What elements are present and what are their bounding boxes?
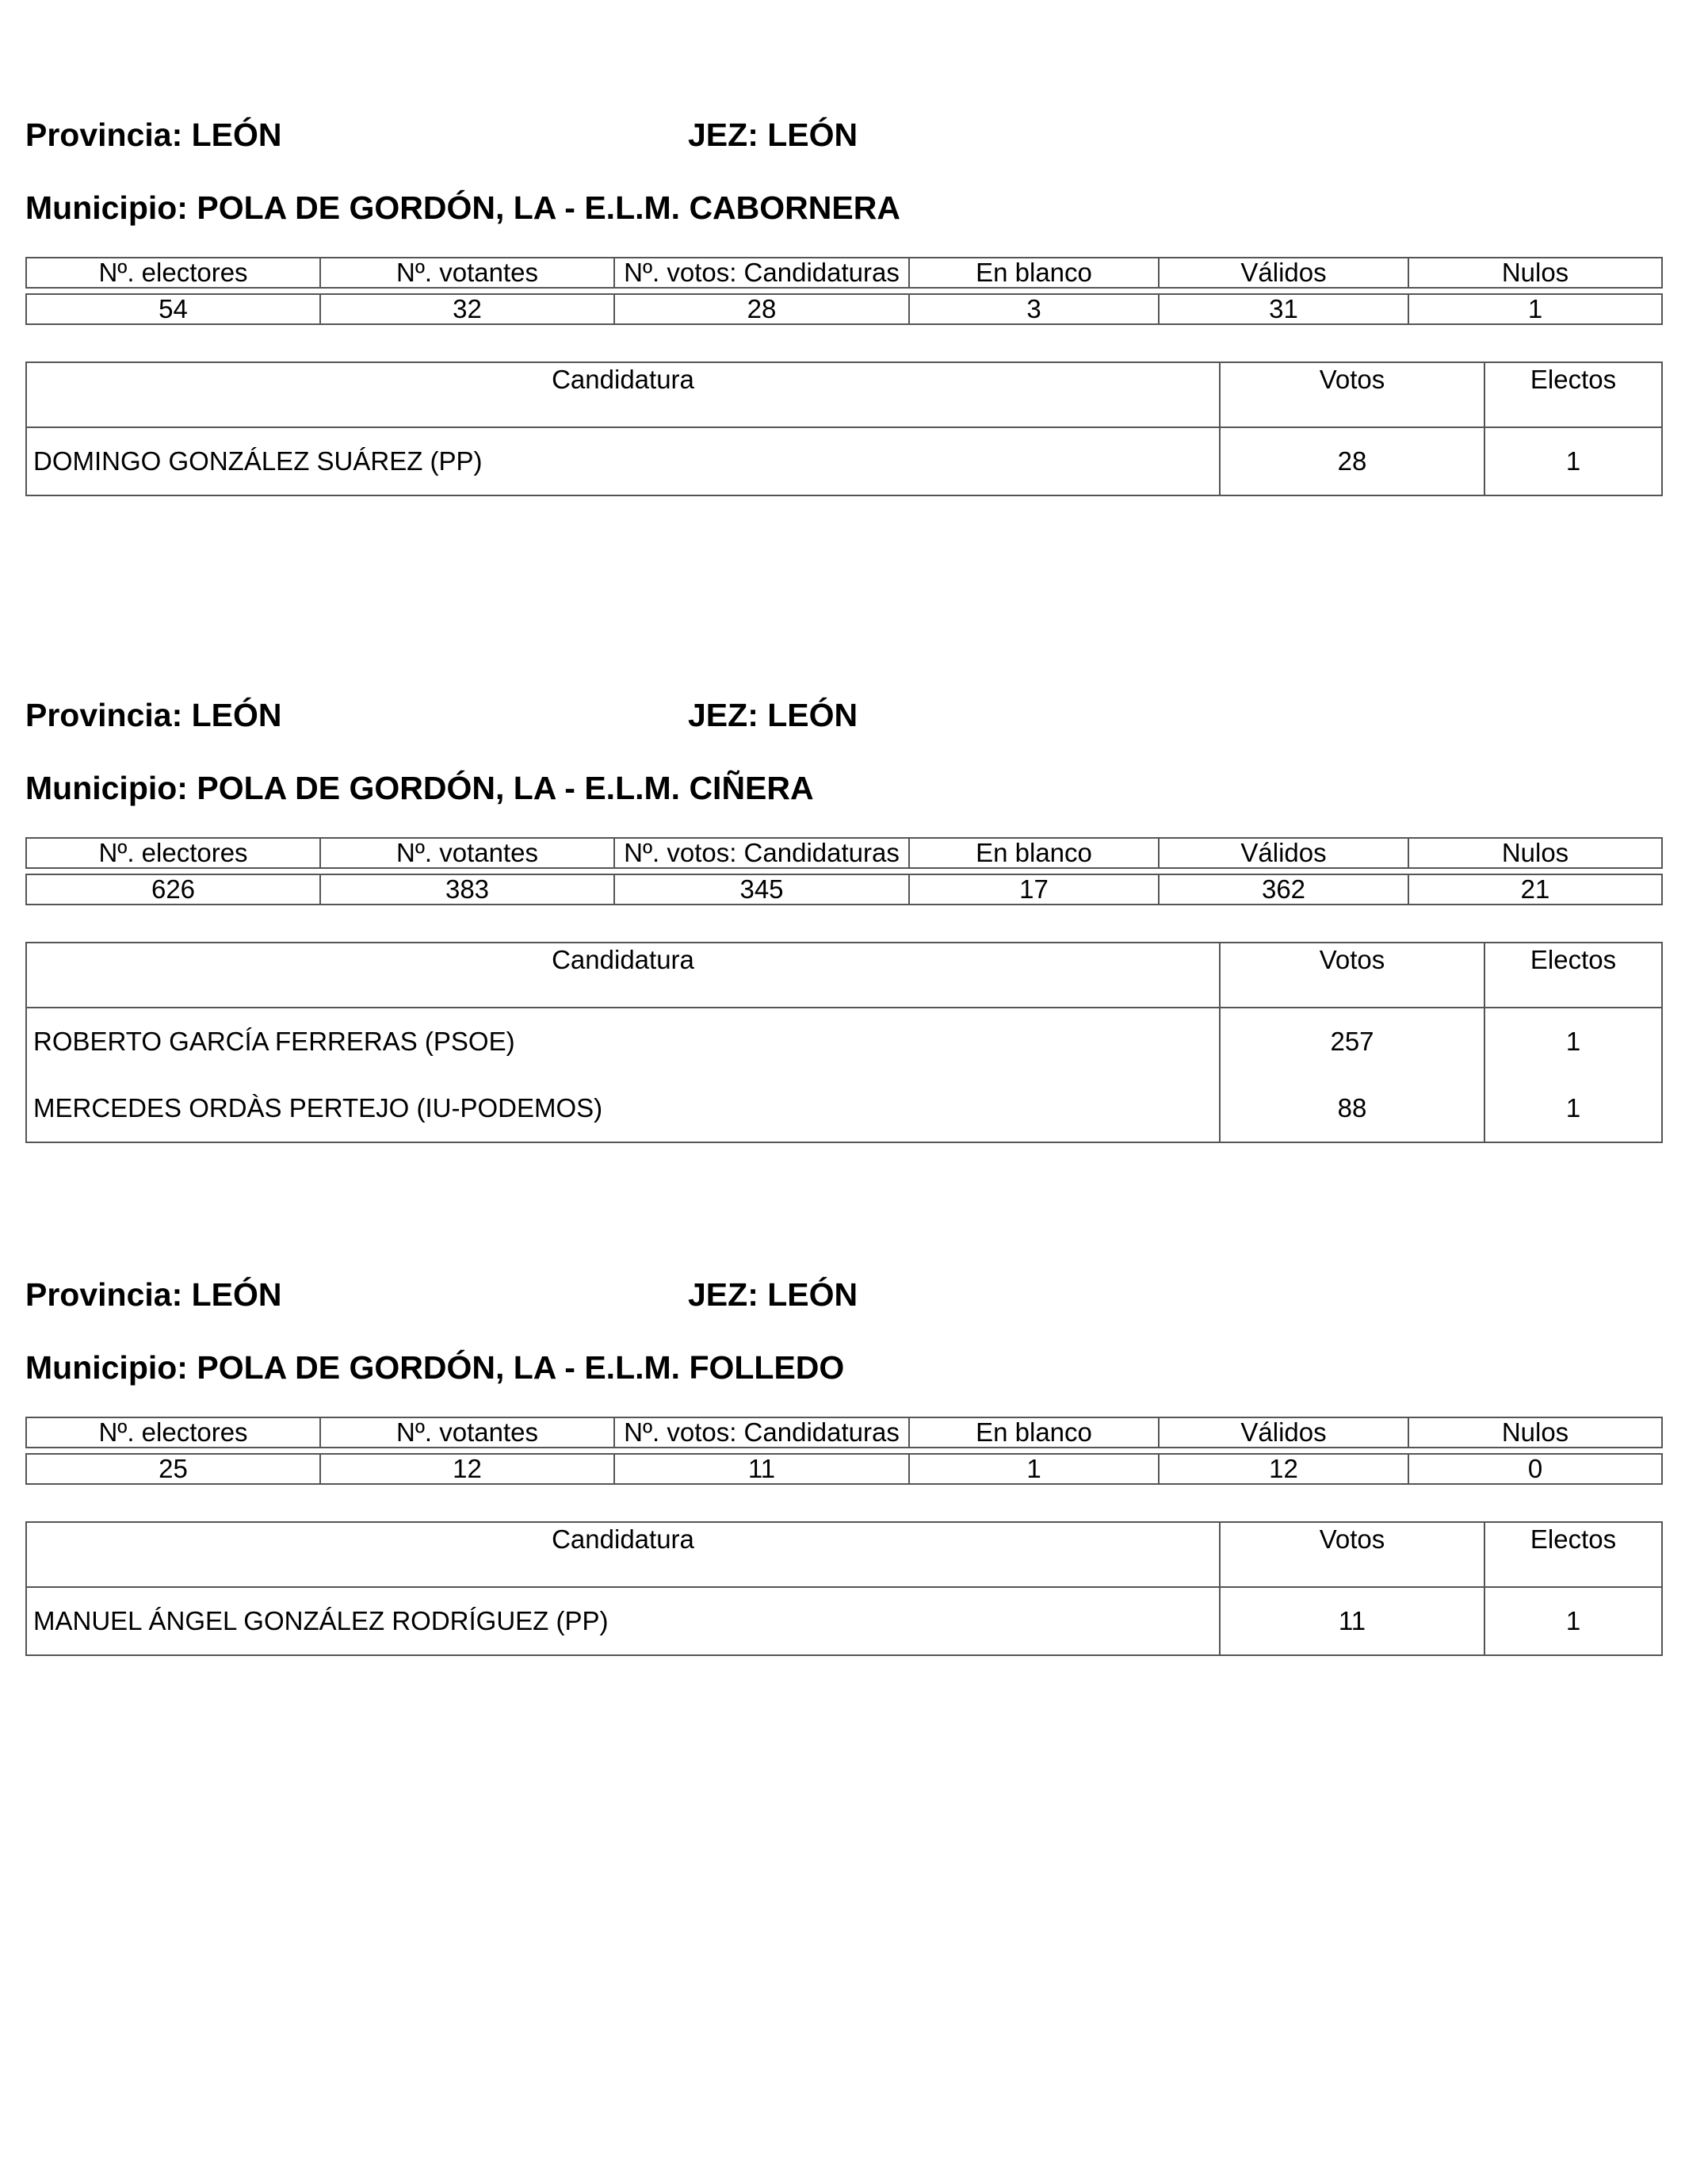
summary-header-cell: Válidos <box>1159 1417 1408 1448</box>
summary-header-cell: En blanco <box>909 1417 1159 1448</box>
jez-line <box>688 1276 858 1314</box>
candidatura-header: Candidatura <box>26 362 1220 427</box>
summary-header-cell: Nº. electores <box>26 258 320 288</box>
votos-header: Votos <box>1220 1522 1484 1587</box>
summary-table <box>25 257 1663 325</box>
candidate-votos: 257 <box>1220 1008 1484 1075</box>
summary-header-row <box>26 258 1662 288</box>
candidates-table <box>25 361 1663 496</box>
municipio-label: Municipio: <box>25 189 188 226</box>
summary-header-cell: En blanco <box>909 838 1159 868</box>
candidates-header-row <box>26 1522 1662 1587</box>
electos-header: Electos <box>1484 943 1662 1008</box>
municipio-value: POLA DE GORDÓN, LA - E.L.M. CIÑERA <box>197 770 814 806</box>
candidatura-header: Candidatura <box>26 1522 1220 1587</box>
summary-value-cell: 31 <box>1159 294 1408 324</box>
candidates-header-row <box>26 943 1662 1008</box>
summary-gap <box>26 868 1662 874</box>
candidate-name: DOMINGO GONZÁLEZ SUÁREZ (PP) <box>26 427 1220 495</box>
municipio-value: POLA DE GORDÓN, LA - E.L.M. CABORNERA <box>197 189 900 226</box>
summary-value-row <box>26 1454 1662 1484</box>
provincia-label: Provincia: <box>25 117 183 153</box>
summary-header-cell: Nº. votantes <box>320 838 614 868</box>
candidate-votos: 11 <box>1220 1587 1484 1655</box>
summary-header-cell: Nulos <box>1408 838 1662 868</box>
summary-header-cell: Válidos <box>1159 258 1408 288</box>
votos-header: Votos <box>1220 362 1484 427</box>
provincia-label: Provincia: <box>25 1276 183 1313</box>
candidates-table <box>25 942 1663 1143</box>
provincia-line <box>25 1276 858 1314</box>
candidate-name: MANUEL ÁNGEL GONZÁLEZ RODRÍGUEZ (PP) <box>26 1587 1220 1655</box>
jez-value: LEÓN <box>767 697 858 733</box>
summary-header-cell: Nulos <box>1408 258 1662 288</box>
candidate-row <box>26 427 1662 495</box>
jez-label: JEZ: <box>688 117 758 153</box>
candidate-name: MERCEDES ORDÀS PERTEJO (IU-PODEMOS) <box>26 1075 1220 1142</box>
summary-value-cell: 345 <box>614 874 909 905</box>
municipio-line <box>25 769 814 807</box>
summary-value-cell: 11 <box>614 1454 909 1484</box>
candidate-electos: 1 <box>1484 1075 1662 1142</box>
summary-value-cell: 3 <box>909 294 1159 324</box>
candidates-table <box>25 1521 1663 1656</box>
jez-line <box>688 696 858 734</box>
summary-value-cell: 21 <box>1408 874 1662 905</box>
summary-value-cell: 1 <box>909 1454 1159 1484</box>
jez-value: LEÓN <box>767 117 858 153</box>
municipio-label: Municipio: <box>25 770 188 806</box>
candidate-row <box>26 1008 1662 1075</box>
summary-header-cell: Nº. votos: Candidaturas <box>614 838 909 868</box>
summary-value-cell: 1 <box>1408 294 1662 324</box>
candidate-name: ROBERTO GARCÍA FERRERAS (PSOE) <box>26 1008 1220 1075</box>
summary-value-row <box>26 294 1662 324</box>
summary-header-cell: Nº. votos: Candidaturas <box>614 1417 909 1448</box>
electos-header: Electos <box>1484 362 1662 427</box>
summary-header-cell: Nº. electores <box>26 838 320 868</box>
summary-value-cell: 362 <box>1159 874 1408 905</box>
summary-header-cell: Válidos <box>1159 838 1408 868</box>
provincia-label: Provincia: <box>25 697 183 733</box>
summary-gap <box>26 288 1662 294</box>
summary-value-cell: 12 <box>1159 1454 1408 1484</box>
candidate-row <box>26 1075 1662 1142</box>
summary-header-cell: Nº. votantes <box>320 258 614 288</box>
summary-header-cell: Nº. votos: Candidaturas <box>614 258 909 288</box>
summary-value-cell: 383 <box>320 874 614 905</box>
summary-header-cell: En blanco <box>909 258 1159 288</box>
summary-value-cell: 17 <box>909 874 1159 905</box>
summary-value-cell: 54 <box>26 294 320 324</box>
candidate-electos: 1 <box>1484 427 1662 495</box>
summary-header-cell: Nº. votantes <box>320 1417 614 1448</box>
candidate-row <box>26 1587 1662 1655</box>
summary-value-cell: 32 <box>320 294 614 324</box>
electos-header: Electos <box>1484 1522 1662 1587</box>
candidate-electos: 1 <box>1484 1587 1662 1655</box>
candidate-votos: 88 <box>1220 1075 1484 1142</box>
summary-header-row <box>26 838 1662 868</box>
summary-header-cell: Nº. electores <box>26 1417 320 1448</box>
summary-value-cell: 25 <box>26 1454 320 1484</box>
municipio-line <box>25 1348 844 1387</box>
municipio-label: Municipio: <box>25 1349 188 1386</box>
provincia-line <box>25 116 858 154</box>
summary-table <box>25 1417 1663 1485</box>
candidates-header-row <box>26 362 1662 427</box>
summary-value-cell: 12 <box>320 1454 614 1484</box>
jez-line <box>688 116 858 154</box>
provincia-value: LEÓN <box>191 697 282 733</box>
municipio-line <box>25 189 900 227</box>
provincia-value: LEÓN <box>191 1276 282 1313</box>
jez-value: LEÓN <box>767 1276 858 1313</box>
summary-header-cell: Nulos <box>1408 1417 1662 1448</box>
votos-header: Votos <box>1220 943 1484 1008</box>
jez-label: JEZ: <box>688 697 758 733</box>
summary-value-cell: 0 <box>1408 1454 1662 1484</box>
municipio-value: POLA DE GORDÓN, LA - E.L.M. FOLLEDO <box>197 1349 845 1386</box>
summary-table <box>25 837 1663 905</box>
jez-label: JEZ: <box>688 1276 758 1313</box>
candidate-votos: 28 <box>1220 427 1484 495</box>
candidate-electos: 1 <box>1484 1008 1662 1075</box>
provincia-line <box>25 696 858 734</box>
summary-value-cell: 28 <box>614 294 909 324</box>
summary-value-cell: 626 <box>26 874 320 905</box>
provincia-value: LEÓN <box>191 117 282 153</box>
summary-gap <box>26 1448 1662 1454</box>
candidatura-header: Candidatura <box>26 943 1220 1008</box>
summary-header-row <box>26 1417 1662 1448</box>
summary-value-row <box>26 874 1662 905</box>
